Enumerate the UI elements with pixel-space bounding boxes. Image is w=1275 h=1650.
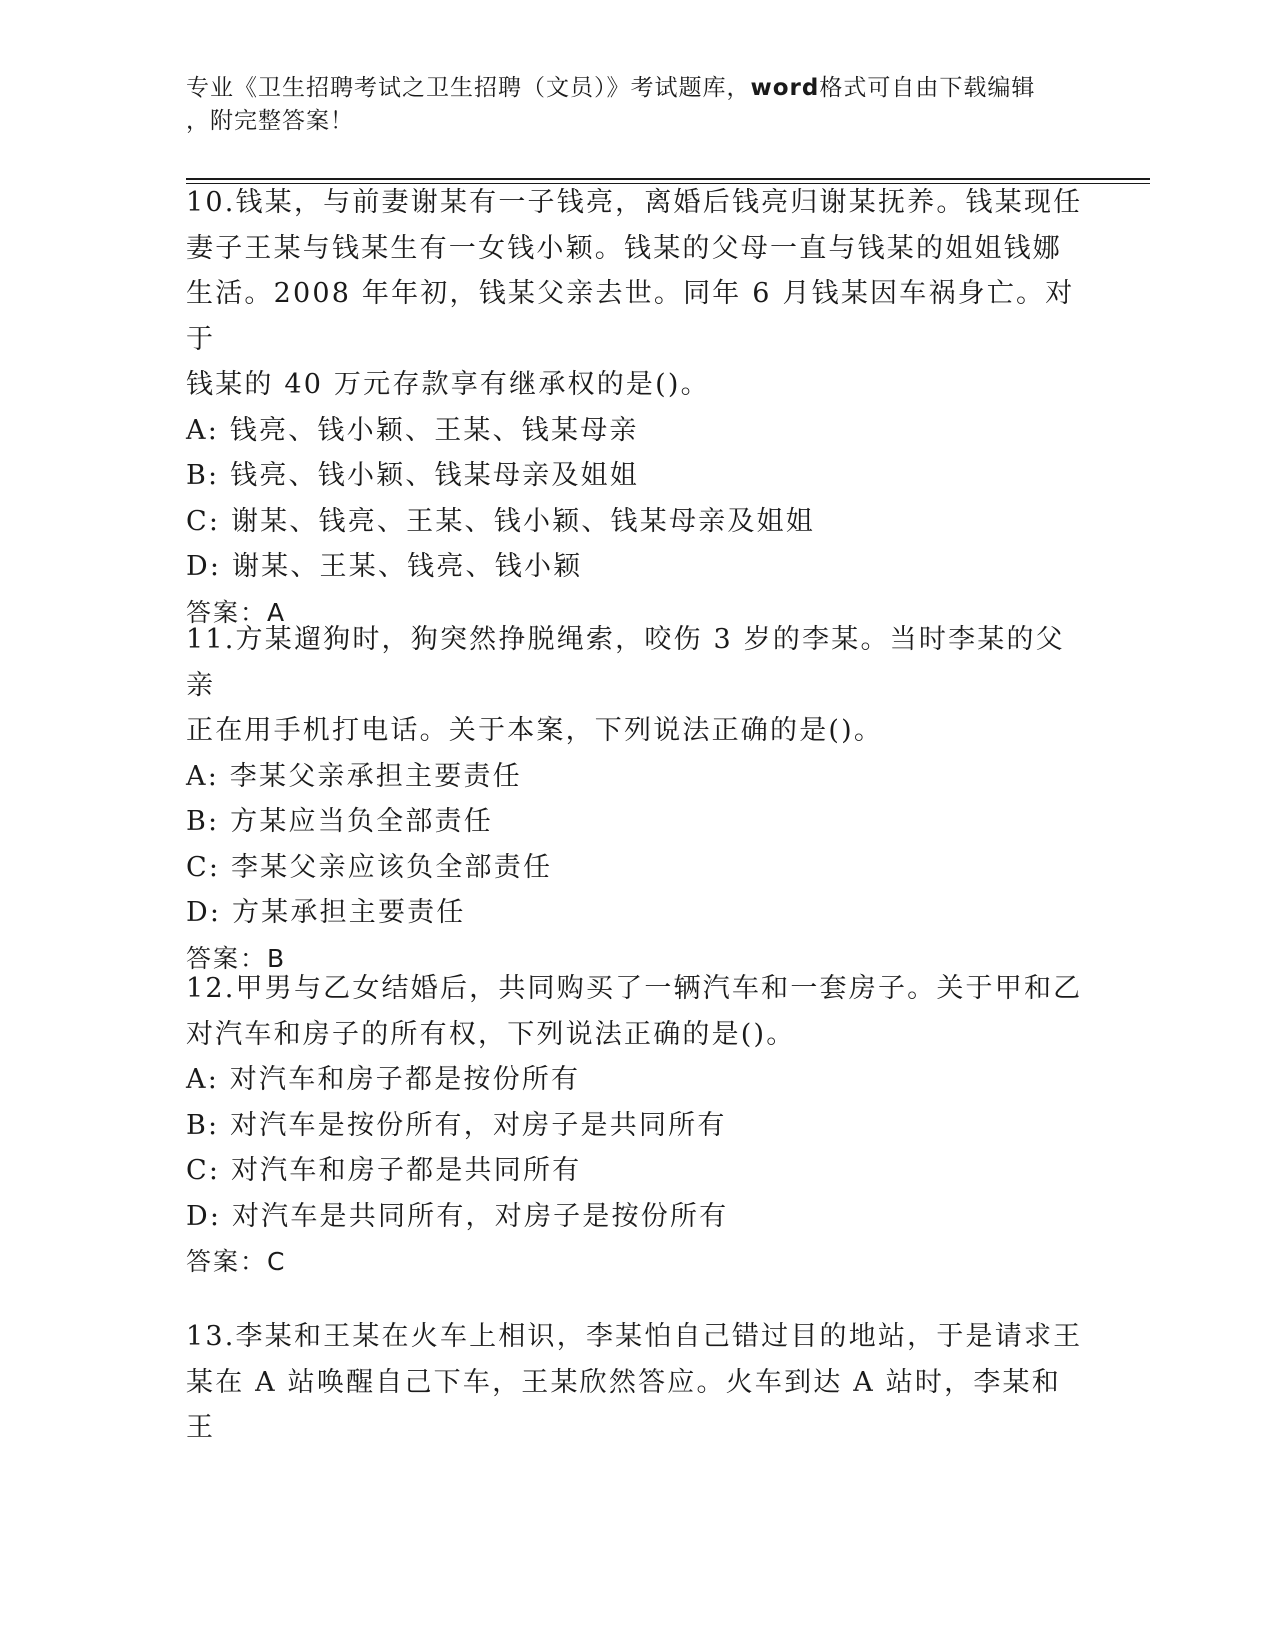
option-d [186, 544, 1086, 590]
option-letter: C: [186, 851, 221, 883]
option-letter: B: [186, 1109, 220, 1141]
question-stem-line: 妻子王某与钱某生有一女钱小颖。钱某的父母一直与钱某的姐姐钱娜 [186, 232, 1062, 264]
question-13 [186, 1314, 1086, 1451]
option-text: 对汽车和房子都是共同所有 [230, 1155, 582, 1186]
header-title-word: word [750, 75, 820, 101]
question-stem-line: 12.甲男与乙女结婚后，共同购买了一辆汽车和一套房子。关于甲和乙 [186, 973, 1083, 1004]
question-stem-line: 某在 A 站唤醒自己下车，王某欣然答应。火车到达 A 站时，李某和王 [186, 1366, 1061, 1443]
option-text: 李某父亲应该负全部责任 [230, 851, 553, 883]
option-text: 钱亮、钱小颖、王某、钱某母亲 [229, 414, 639, 446]
option-text: 谢某、钱亮、王某、钱小颖、钱某母亲及姐姐 [230, 505, 815, 537]
option-a [186, 408, 1086, 454]
option-letter: C: [186, 1155, 221, 1186]
question-stem-line: 13.李某和王某在火车上相识，李某怕自己错过目的地站，于是请求王 [186, 1321, 1083, 1352]
option-letter: A: [186, 414, 219, 446]
question-12 [186, 966, 1086, 1285]
option-text: 钱亮、钱小颖、钱某母亲及姐姐 [230, 460, 639, 491]
option-a [186, 754, 1086, 800]
option-text: 对汽车是共同所有，对房子是按份所有 [231, 1200, 729, 1232]
option-c [186, 1148, 1086, 1194]
answer-line: 答案：B [186, 943, 287, 973]
option-text: 李某父亲承担主要责任 [229, 760, 522, 792]
option-text: 对汽车和房子都是按份所有 [229, 1064, 581, 1095]
option-letter: C: [186, 505, 221, 537]
question-10 [186, 180, 1086, 635]
option-d [186, 890, 1086, 936]
option-c [186, 499, 1086, 545]
option-text: 对汽车是按份所有，对房子是共同所有 [230, 1109, 727, 1141]
question-stem-line: 11.方某遛狗时，狗突然挣脱绳索，咬伤 3 岁的李某。当时李某的父亲 [186, 624, 1065, 701]
option-text: 谢某、王某、钱亮、钱小颖 [231, 551, 583, 582]
option-letter: D: [186, 551, 222, 582]
option-letter: D: [186, 1200, 222, 1232]
question-stem-line: 钱某的 40 万元存款享有继承权的是()。 [186, 369, 710, 400]
option-b [186, 1103, 1086, 1149]
header-line-2: ，附完整答案！ [186, 108, 354, 134]
option-letter: B: [186, 460, 220, 491]
question-stem-line: 对汽车和房子的所有权，下列说法正确的是()。 [186, 1018, 796, 1050]
option-letter: B: [186, 806, 220, 837]
option-a [186, 1057, 1086, 1103]
question-stem-line: 正在用手机打电话。关于本案，下列说法正确的是()。 [186, 715, 884, 746]
question-11 [186, 617, 1086, 981]
option-c [186, 845, 1086, 891]
document-header [186, 72, 1066, 138]
question-stem-line: 生活。2008 年年初，钱某父亲去世。同年 6 月钱某因车祸身亡。对于 [186, 278, 1075, 355]
option-b [186, 453, 1086, 499]
option-d [186, 1194, 1086, 1240]
answer-line: 答案：C [186, 1247, 287, 1276]
option-b [186, 799, 1086, 845]
option-letter: A: [186, 1064, 219, 1095]
answer-line: 答案：A [186, 597, 287, 627]
option-letter: D: [186, 897, 222, 928]
header-line-1 [186, 72, 1066, 105]
option-text: 方某承担主要责任 [231, 897, 466, 928]
header-title-prefix: 专业《卫生招聘考试之卫生招聘（文员）》考试题库， [186, 75, 751, 101]
header-title-suffix: 格式可自由下载编辑 [819, 75, 1036, 101]
option-letter: A: [186, 760, 219, 792]
question-stem-line: 10.钱某，与前妻谢某有一子钱亮，离婚后钱亮归谢某抚养。钱某现任 [186, 187, 1083, 218]
option-text: 方某应当负全部责任 [230, 806, 493, 837]
